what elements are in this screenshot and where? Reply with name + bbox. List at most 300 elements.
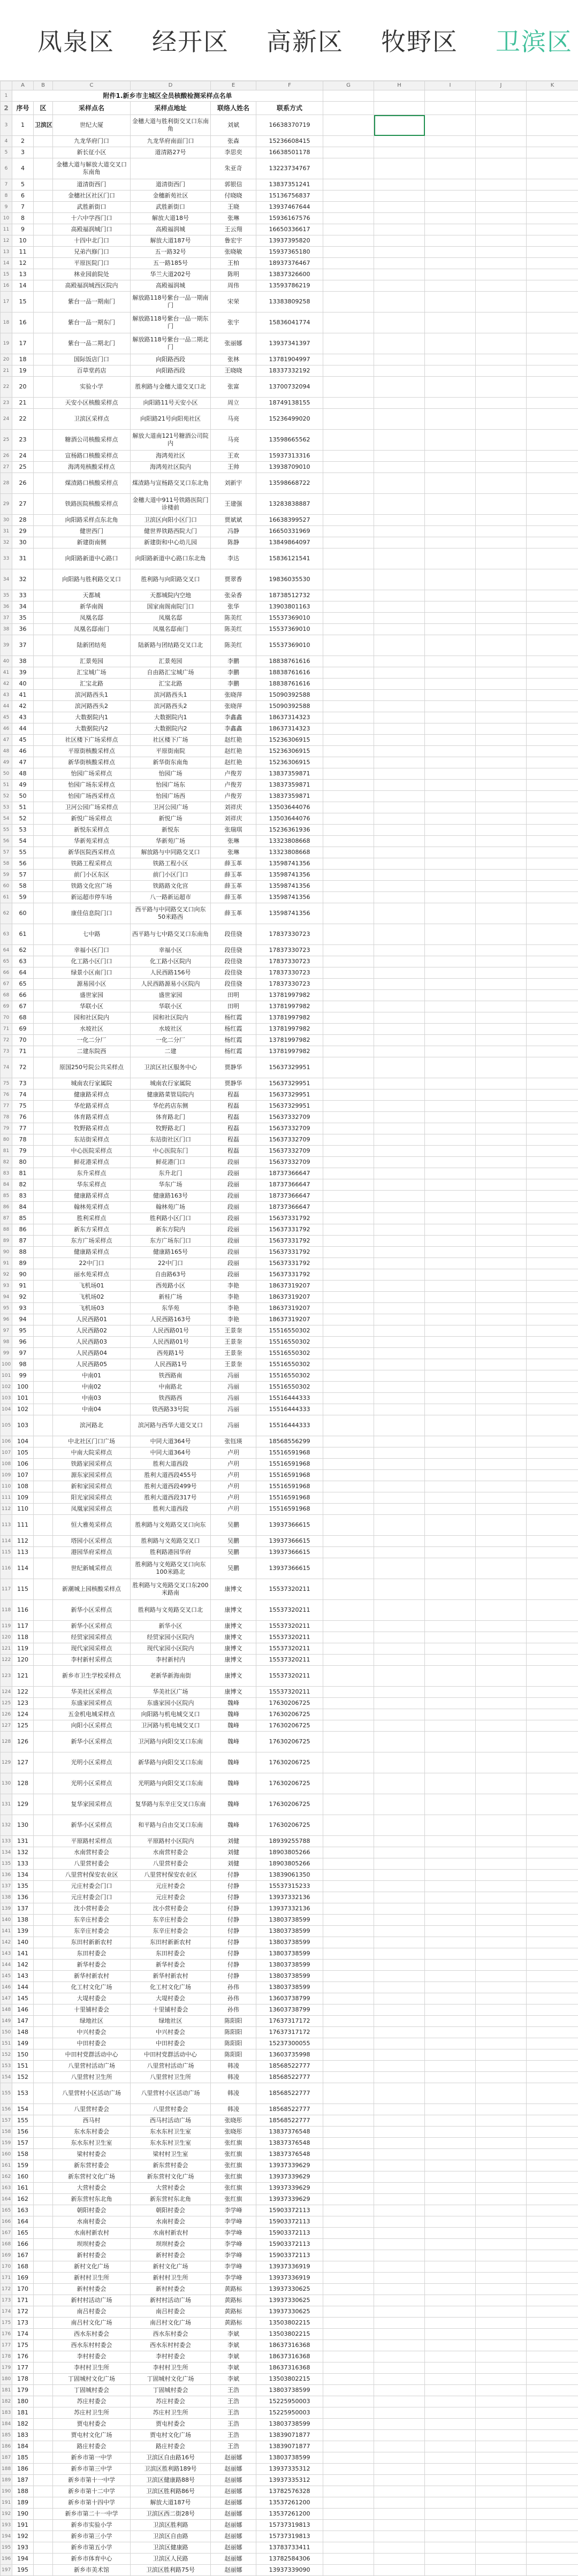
empty-cell[interactable] bbox=[425, 2183, 476, 2194]
empty-cell[interactable] bbox=[476, 667, 527, 679]
cell-district[interactable] bbox=[34, 924, 53, 945]
empty-cell[interactable] bbox=[527, 269, 578, 280]
cell-district[interactable] bbox=[34, 2072, 53, 2083]
cell-name[interactable]: 新华小区采样点 bbox=[53, 1815, 131, 1836]
empty-cell[interactable] bbox=[374, 1157, 425, 1168]
cell-district[interactable] bbox=[34, 1112, 53, 1123]
cell-district[interactable] bbox=[34, 1773, 53, 1794]
cell-phone[interactable]: 15516591968 bbox=[256, 1470, 323, 1481]
empty-cell[interactable] bbox=[476, 548, 527, 569]
empty-cell[interactable] bbox=[323, 858, 374, 870]
cell-address[interactable]: 道清街西门 bbox=[131, 179, 211, 190]
cell-district[interactable] bbox=[34, 1926, 53, 1937]
empty-cell[interactable] bbox=[476, 202, 527, 213]
empty-cell[interactable] bbox=[323, 1666, 374, 1687]
cell-name[interactable]: 中北社区门口广场 bbox=[53, 1436, 131, 1447]
cell-phone[interactable]: 18637319207 bbox=[256, 1303, 323, 1314]
empty-cell[interactable] bbox=[527, 1157, 578, 1168]
cell-phone[interactable]: 15637331792 bbox=[256, 1269, 323, 1281]
cell-address[interactable]: 八里营村卫生所 bbox=[131, 2072, 211, 2083]
empty-cell[interactable] bbox=[527, 398, 578, 409]
empty-cell[interactable] bbox=[425, 1035, 476, 1046]
cell-address[interactable]: 滨河路西头2 bbox=[131, 701, 211, 712]
empty-cell[interactable] bbox=[476, 2340, 527, 2351]
empty-cell[interactable] bbox=[425, 1258, 476, 1269]
cell-seq[interactable]: 195 bbox=[12, 2565, 34, 2576]
empty-cell[interactable] bbox=[527, 1698, 578, 1709]
cell-district[interactable] bbox=[34, 365, 53, 377]
cell-seq[interactable]: 28 bbox=[12, 515, 34, 526]
cell-address[interactable]: 新华村新农村 bbox=[131, 1971, 211, 1982]
cell-address[interactable]: 元庄村委会 bbox=[131, 1881, 211, 1892]
cell-district[interactable] bbox=[34, 1179, 53, 1191]
cell-phone[interactable]: 18637319207 bbox=[256, 1281, 323, 1292]
cell-seq[interactable]: 32 bbox=[12, 569, 34, 590]
cell-address[interactable]: 新华路与向阳交叉口东南 bbox=[131, 1752, 211, 1773]
cell-name[interactable]: 新潮城上园核酸采样点 bbox=[53, 1579, 131, 1600]
empty-cell[interactable] bbox=[425, 2329, 476, 2340]
cell-seq[interactable]: 60 bbox=[12, 903, 34, 924]
empty-cell[interactable] bbox=[425, 1337, 476, 1348]
cell-contact[interactable]: 张红旗 bbox=[211, 2171, 256, 2183]
row-number[interactable]: 56 bbox=[1, 836, 12, 847]
empty-cell[interactable] bbox=[374, 2005, 425, 2016]
empty-cell[interactable] bbox=[527, 462, 578, 473]
cell-name[interactable]: 水南村新农村 bbox=[53, 2228, 131, 2239]
cell-contact[interactable]: 张晓萍 bbox=[211, 690, 256, 701]
cell-contact[interactable]: 王景奎 bbox=[211, 1359, 256, 1370]
empty-cell[interactable] bbox=[527, 377, 578, 398]
column-letter[interactable]: A bbox=[12, 81, 34, 90]
cell-name[interactable]: 兄弟汽修门口 bbox=[53, 247, 131, 258]
cell-name[interactable]: 光明小区采样点 bbox=[53, 1773, 131, 1794]
empty-cell[interactable] bbox=[323, 1337, 374, 1348]
empty-cell[interactable] bbox=[476, 2239, 527, 2250]
cell-name[interactable]: 金穗大道与解放大道交叉口东南角 bbox=[53, 158, 131, 179]
empty-cell[interactable] bbox=[527, 1179, 578, 1191]
empty-cell[interactable] bbox=[323, 1504, 374, 1515]
empty-cell[interactable] bbox=[476, 1459, 527, 1470]
cell-seq[interactable]: 78 bbox=[12, 1134, 34, 1146]
empty-cell[interactable] bbox=[476, 1057, 527, 1078]
cell-contact[interactable]: 卢玥 bbox=[211, 1447, 256, 1459]
empty-cell[interactable] bbox=[374, 354, 425, 365]
cell-district[interactable] bbox=[34, 690, 53, 701]
empty-cell[interactable] bbox=[425, 2072, 476, 2083]
cell-seq[interactable]: 77 bbox=[12, 1123, 34, 1134]
cell-phone[interactable]: 16638399527 bbox=[256, 515, 323, 526]
cell-seq[interactable]: 23 bbox=[12, 430, 34, 451]
empty-cell[interactable] bbox=[323, 2306, 374, 2318]
empty-cell[interactable] bbox=[425, 1847, 476, 1858]
empty-cell[interactable] bbox=[374, 1579, 425, 1600]
cell-address[interactable]: 园和社区院内 bbox=[131, 1012, 211, 1024]
row-number[interactable]: 30 bbox=[1, 515, 12, 526]
row-number[interactable]: 31 bbox=[1, 526, 12, 537]
row-number[interactable]: 19 bbox=[1, 333, 12, 354]
empty-cell[interactable] bbox=[425, 1370, 476, 1382]
empty-cell[interactable] bbox=[425, 1632, 476, 1643]
cell-contact[interactable]: 薛玉革 bbox=[211, 892, 256, 903]
empty-cell[interactable] bbox=[527, 1046, 578, 1057]
row-number[interactable]: 29 bbox=[1, 494, 12, 515]
empty-cell[interactable] bbox=[527, 2329, 578, 2340]
empty-cell[interactable] bbox=[323, 1415, 374, 1436]
empty-cell[interactable] bbox=[476, 1915, 527, 1926]
cell-name[interactable]: 塔园小区采样点 bbox=[53, 1536, 131, 1547]
cell-contact[interactable]: 付静 bbox=[211, 1960, 256, 1971]
empty-cell[interactable] bbox=[527, 1078, 578, 1089]
empty-cell[interactable] bbox=[323, 1393, 374, 1404]
cell-address[interactable]: 西水东村委会 bbox=[131, 2329, 211, 2340]
empty-cell[interactable] bbox=[374, 1459, 425, 1470]
cell-contact[interactable]: 张琳 bbox=[211, 836, 256, 847]
empty-cell[interactable] bbox=[425, 1815, 476, 1836]
cell-phone[interactable]: 18637319207 bbox=[256, 1292, 323, 1303]
cell-name[interactable]: 华东采样点 bbox=[53, 1179, 131, 1191]
empty-cell[interactable] bbox=[527, 1960, 578, 1971]
empty-cell[interactable] bbox=[527, 2565, 578, 2576]
cell-district[interactable] bbox=[34, 847, 53, 858]
empty-cell[interactable] bbox=[476, 1303, 527, 1314]
cell-district[interactable] bbox=[34, 1348, 53, 1359]
cell-district[interactable] bbox=[34, 802, 53, 813]
cell-address[interactable]: 西苑路小区 bbox=[131, 1281, 211, 1292]
cell-address[interactable]: 胜利路与向阳路交叉口 bbox=[131, 569, 211, 590]
empty-cell[interactable] bbox=[425, 1881, 476, 1892]
cell-contact[interactable]: 张琳 bbox=[211, 213, 256, 224]
empty-cell[interactable] bbox=[527, 892, 578, 903]
empty-cell[interactable] bbox=[323, 1836, 374, 1847]
row-number[interactable]: 128 bbox=[1, 1732, 12, 1752]
row-number[interactable]: 181 bbox=[1, 2385, 12, 2396]
cell-district[interactable] bbox=[34, 462, 53, 473]
empty-cell[interactable] bbox=[527, 613, 578, 624]
empty-cell[interactable] bbox=[323, 757, 374, 768]
empty-cell[interactable] bbox=[323, 1303, 374, 1314]
empty-cell[interactable] bbox=[323, 2038, 374, 2049]
cell-phone[interactable]: 15903372113 bbox=[256, 2205, 323, 2216]
cell-district[interactable] bbox=[34, 1213, 53, 1224]
cell-phone[interactable]: 13837359871 bbox=[256, 791, 323, 802]
cell-name[interactable]: 新村文化广场 bbox=[53, 2261, 131, 2273]
empty-cell[interactable] bbox=[527, 945, 578, 956]
empty-cell[interactable] bbox=[527, 1370, 578, 1382]
empty-cell[interactable] bbox=[425, 2396, 476, 2407]
row-number[interactable]: 183 bbox=[1, 2407, 12, 2419]
empty-cell[interactable] bbox=[323, 1993, 374, 2005]
cell-seq[interactable]: 74 bbox=[12, 1089, 34, 1101]
empty-cell[interactable] bbox=[527, 2430, 578, 2441]
empty-cell[interactable] bbox=[476, 2419, 527, 2430]
cell-contact[interactable]: 刘斌 bbox=[211, 115, 256, 136]
row-number[interactable]: 6 bbox=[1, 158, 12, 179]
cell-seq[interactable]: 178 bbox=[12, 2374, 34, 2385]
empty-cell[interactable] bbox=[323, 1101, 374, 1112]
cell-district[interactable] bbox=[34, 1202, 53, 1213]
empty-cell[interactable] bbox=[374, 136, 425, 147]
cell-name[interactable]: 新乡市第三中学 bbox=[53, 2464, 131, 2475]
cell-phone[interactable]: 13598741356 bbox=[256, 903, 323, 924]
empty-cell[interactable] bbox=[425, 2016, 476, 2027]
cell-address[interactable]: 新东营村委会 bbox=[131, 2160, 211, 2171]
cell-phone[interactable]: 13503802215 bbox=[256, 2374, 323, 2385]
empty-cell[interactable] bbox=[527, 1892, 578, 1903]
empty-cell[interactable] bbox=[323, 1600, 374, 1621]
empty-cell[interactable] bbox=[425, 1348, 476, 1359]
cell-seq[interactable]: 13 bbox=[12, 269, 34, 280]
column-letter[interactable]: F bbox=[256, 81, 323, 90]
empty-cell[interactable] bbox=[323, 313, 374, 333]
cell-address[interactable]: 贾屯村文化广场 bbox=[131, 2430, 211, 2441]
cell-name[interactable]: 新东方采样点 bbox=[53, 1224, 131, 1236]
cell-name[interactable]: 平原路村采样点 bbox=[53, 1836, 131, 1847]
empty-cell[interactable] bbox=[476, 1348, 527, 1359]
empty-cell[interactable] bbox=[527, 757, 578, 768]
cell-contact[interactable]: 孙伟 bbox=[211, 1993, 256, 2005]
cell-district[interactable] bbox=[34, 1504, 53, 1515]
row-number[interactable]: 162 bbox=[1, 2171, 12, 2183]
empty-cell[interactable] bbox=[476, 2183, 527, 2194]
cell-address[interactable]: 西马村活动广场 bbox=[131, 2115, 211, 2127]
empty-cell[interactable] bbox=[476, 2542, 527, 2554]
cell-district[interactable] bbox=[34, 1698, 53, 1709]
empty-cell[interactable] bbox=[425, 1481, 476, 1492]
row-number[interactable]: 147 bbox=[1, 1993, 12, 2005]
empty-cell[interactable] bbox=[374, 2542, 425, 2554]
empty-cell[interactable] bbox=[476, 1281, 527, 1292]
row-number[interactable]: 78 bbox=[1, 1112, 12, 1123]
row-number[interactable]: 148 bbox=[1, 2005, 12, 2016]
cell-district[interactable] bbox=[34, 280, 53, 292]
cell-phone[interactable]: 13503802215 bbox=[256, 2318, 323, 2329]
empty-cell[interactable] bbox=[476, 956, 527, 967]
empty-cell[interactable] bbox=[374, 280, 425, 292]
row-number[interactable]: 81 bbox=[1, 1146, 12, 1157]
cell-name[interactable]: 新乡市美术馆 bbox=[53, 2565, 131, 2576]
empty-cell[interactable] bbox=[425, 1982, 476, 1993]
empty-cell[interactable] bbox=[323, 1134, 374, 1146]
cell-district[interactable] bbox=[34, 526, 53, 537]
empty-cell[interactable] bbox=[374, 398, 425, 409]
empty-cell[interactable] bbox=[425, 1600, 476, 1621]
empty-cell[interactable] bbox=[323, 624, 374, 635]
row-number[interactable]: 134 bbox=[1, 1847, 12, 1858]
empty-cell[interactable] bbox=[527, 235, 578, 247]
cell-address[interactable]: 新村村委会 bbox=[131, 2284, 211, 2295]
cell-phone[interactable]: 13937330625 bbox=[256, 2284, 323, 2295]
cell-seq[interactable]: 61 bbox=[12, 924, 34, 945]
empty-cell[interactable] bbox=[476, 802, 527, 813]
empty-cell[interactable] bbox=[425, 1436, 476, 1447]
cell-contact[interactable]: 刘健 bbox=[211, 1847, 256, 1858]
cell-district[interactable] bbox=[34, 956, 53, 967]
cell-contact[interactable]: 付静 bbox=[211, 1971, 256, 1982]
empty-cell[interactable] bbox=[374, 2138, 425, 2149]
cell-name[interactable]: 东盛家园采样点 bbox=[53, 1698, 131, 1709]
cell-contact[interactable]: 王晓晓 bbox=[211, 365, 256, 377]
cell-phone[interactable]: 18903805266 bbox=[256, 1858, 323, 1870]
cell-address[interactable]: 煤渣路与宣杨路交叉口东北角 bbox=[131, 473, 211, 494]
cell-seq[interactable]: 151 bbox=[12, 2061, 34, 2072]
cell-address[interactable]: 水南营村委会 bbox=[131, 1847, 211, 1858]
cell-phone[interactable]: 13803738599 bbox=[256, 1971, 323, 1982]
empty-cell[interactable] bbox=[323, 903, 374, 924]
empty-cell[interactable] bbox=[374, 269, 425, 280]
cell-name[interactable]: 五金机电城采样点 bbox=[53, 1709, 131, 1720]
cell-name[interactable]: 贾屯村文化广场 bbox=[53, 2430, 131, 2441]
cell-name[interactable]: 世纪新城采样点 bbox=[53, 1558, 131, 1579]
empty-cell[interactable] bbox=[425, 2430, 476, 2441]
row-number[interactable]: 65 bbox=[1, 956, 12, 967]
empty-cell[interactable] bbox=[476, 1247, 527, 1258]
empty-cell[interactable] bbox=[425, 1892, 476, 1903]
cell-address[interactable]: 南吕村委会 bbox=[131, 2306, 211, 2318]
cell-district[interactable] bbox=[34, 1752, 53, 1773]
cell-district[interactable] bbox=[34, 1903, 53, 1915]
cell-contact[interactable]: 张瑞琪 bbox=[211, 825, 256, 836]
empty-cell[interactable] bbox=[323, 2520, 374, 2531]
cell-contact[interactable]: 黄路标 bbox=[211, 2318, 256, 2329]
cell-name[interactable]: 盛世家园 bbox=[53, 990, 131, 1001]
cell-seq[interactable]: 116 bbox=[12, 1600, 34, 1621]
cell-address[interactable]: 解放大道187号 bbox=[131, 2497, 211, 2509]
cell-address[interactable] bbox=[131, 158, 211, 179]
cell-seq[interactable]: 29 bbox=[12, 526, 34, 537]
empty-cell[interactable] bbox=[374, 2061, 425, 2072]
cell-contact[interactable]: 王柏 bbox=[211, 258, 256, 269]
empty-cell[interactable] bbox=[425, 2239, 476, 2250]
cell-name[interactable]: 新乡市第五小学 bbox=[53, 2542, 131, 2554]
empty-cell[interactable] bbox=[425, 924, 476, 945]
empty-cell[interactable] bbox=[527, 2072, 578, 2083]
empty-cell[interactable] bbox=[476, 881, 527, 892]
cell-contact[interactable]: 杨红霞 bbox=[211, 1012, 256, 1024]
cell-seq[interactable]: 111 bbox=[12, 1515, 34, 1536]
cell-address[interactable]: 陆新路与团结路交叉口北 bbox=[131, 635, 211, 656]
empty-cell[interactable] bbox=[374, 1123, 425, 1134]
cell-seq[interactable]: 44 bbox=[12, 723, 34, 735]
cell-district[interactable] bbox=[34, 892, 53, 903]
cell-seq[interactable]: 93 bbox=[12, 1303, 34, 1314]
cell-phone[interactable]: 13937332136 bbox=[256, 1892, 323, 1903]
empty-cell[interactable] bbox=[374, 1600, 425, 1621]
empty-cell[interactable] bbox=[323, 1621, 374, 1632]
cell-seq[interactable]: 176 bbox=[12, 2351, 34, 2362]
cell-district[interactable] bbox=[34, 1459, 53, 1470]
cell-address[interactable]: 东辛庄村委会 bbox=[131, 1915, 211, 1926]
cell-district[interactable] bbox=[34, 409, 53, 430]
empty-cell[interactable] bbox=[425, 1937, 476, 1948]
empty-cell[interactable] bbox=[323, 1057, 374, 1078]
empty-cell[interactable] bbox=[476, 354, 527, 365]
cell-phone[interactable]: 17637317172 bbox=[256, 2027, 323, 2038]
empty-cell[interactable] bbox=[476, 1202, 527, 1213]
empty-cell[interactable] bbox=[374, 1847, 425, 1858]
cell-district[interactable] bbox=[34, 2016, 53, 2027]
cell-seq[interactable]: 31 bbox=[12, 548, 34, 569]
empty-cell[interactable] bbox=[476, 1089, 527, 1101]
empty-cell[interactable] bbox=[527, 1752, 578, 1773]
empty-cell[interactable] bbox=[476, 569, 527, 590]
cell-phone[interactable]: 13839071877 bbox=[256, 2430, 323, 2441]
cell-phone[interactable]: 15637332709 bbox=[256, 1123, 323, 1134]
empty-cell[interactable] bbox=[374, 247, 425, 258]
empty-cell[interactable] bbox=[527, 515, 578, 526]
cell-contact[interactable]: 魏峰 bbox=[211, 1773, 256, 1794]
cell-contact[interactable]: 王浩 bbox=[211, 2441, 256, 2452]
cell-contact[interactable]: 张红旗 bbox=[211, 2183, 256, 2194]
row-number[interactable]: 136 bbox=[1, 1870, 12, 1881]
cell-contact[interactable]: 段丽 bbox=[211, 1269, 256, 1281]
row-number[interactable]: 182 bbox=[1, 2396, 12, 2407]
empty-cell[interactable] bbox=[374, 679, 425, 690]
empty-cell[interactable] bbox=[374, 924, 425, 945]
cell-district[interactable] bbox=[34, 746, 53, 757]
cell-name[interactable]: 朝阳村委会 bbox=[53, 2205, 131, 2216]
cell-contact[interactable]: 薛玉革 bbox=[211, 870, 256, 881]
cell-address[interactable]: 胜利路与文苑路交叉口东200米路南 bbox=[131, 1579, 211, 1600]
row-number[interactable]: 185 bbox=[1, 2430, 12, 2441]
empty-cell[interactable] bbox=[425, 1236, 476, 1247]
row-number[interactable]: 103 bbox=[1, 1393, 12, 1404]
cell-district[interactable] bbox=[34, 136, 53, 147]
empty-cell[interactable] bbox=[374, 1134, 425, 1146]
empty-cell[interactable] bbox=[527, 2295, 578, 2306]
row-number[interactable]: 135 bbox=[1, 1858, 12, 1870]
cell-contact[interactable]: 卢玥 bbox=[211, 1481, 256, 1492]
empty-cell[interactable] bbox=[527, 1057, 578, 1078]
cell-name[interactable]: 丽水苑采样点 bbox=[53, 1269, 131, 1281]
empty-cell[interactable] bbox=[374, 2016, 425, 2027]
empty-cell[interactable] bbox=[527, 1001, 578, 1012]
empty-cell[interactable] bbox=[476, 2115, 527, 2127]
empty-cell[interactable] bbox=[476, 1134, 527, 1146]
row-number[interactable]: 133 bbox=[1, 1836, 12, 1847]
cell-phone[interactable]: 13593786219 bbox=[256, 280, 323, 292]
empty-cell[interactable] bbox=[425, 1926, 476, 1937]
empty-cell[interactable] bbox=[374, 1112, 425, 1123]
cell-seq[interactable]: 102 bbox=[12, 1404, 34, 1415]
row-number[interactable]: 151 bbox=[1, 2038, 12, 2049]
cell-address[interactable]: 健康路163号 bbox=[131, 1191, 211, 1202]
row-number[interactable]: 44 bbox=[1, 701, 12, 712]
empty-cell[interactable] bbox=[374, 2127, 425, 2138]
empty-cell[interactable] bbox=[374, 1314, 425, 1325]
empty-cell[interactable] bbox=[323, 2171, 374, 2183]
cell-seq[interactable]: 56 bbox=[12, 858, 34, 870]
empty-cell[interactable] bbox=[425, 1732, 476, 1752]
cell-phone[interactable]: 18637316368 bbox=[256, 2362, 323, 2374]
cell-seq[interactable]: 11 bbox=[12, 247, 34, 258]
empty-cell[interactable] bbox=[476, 2351, 527, 2362]
empty-cell[interactable] bbox=[374, 858, 425, 870]
empty-cell[interactable] bbox=[323, 2016, 374, 2027]
cell-district[interactable] bbox=[34, 979, 53, 990]
empty-cell[interactable] bbox=[425, 2464, 476, 2475]
empty-cell[interactable] bbox=[425, 1303, 476, 1314]
row-number[interactable]: 23 bbox=[1, 398, 12, 409]
cell-name[interactable]: 新华小区采样点 bbox=[53, 1732, 131, 1752]
cell-address[interactable]: 解放大道南121号糖酒公司院内 bbox=[131, 430, 211, 451]
cell-name[interactable]: 紫台一品二期北门 bbox=[53, 333, 131, 354]
empty-cell[interactable] bbox=[323, 1112, 374, 1123]
cell-contact[interactable]: 段丽 bbox=[211, 1202, 256, 1213]
cell-seq[interactable]: 189 bbox=[12, 2497, 34, 2509]
cell-contact[interactable]: 付静 bbox=[211, 1881, 256, 1892]
cell-phone[interactable]: 15836121541 bbox=[256, 548, 323, 569]
empty-cell[interactable] bbox=[527, 1815, 578, 1836]
